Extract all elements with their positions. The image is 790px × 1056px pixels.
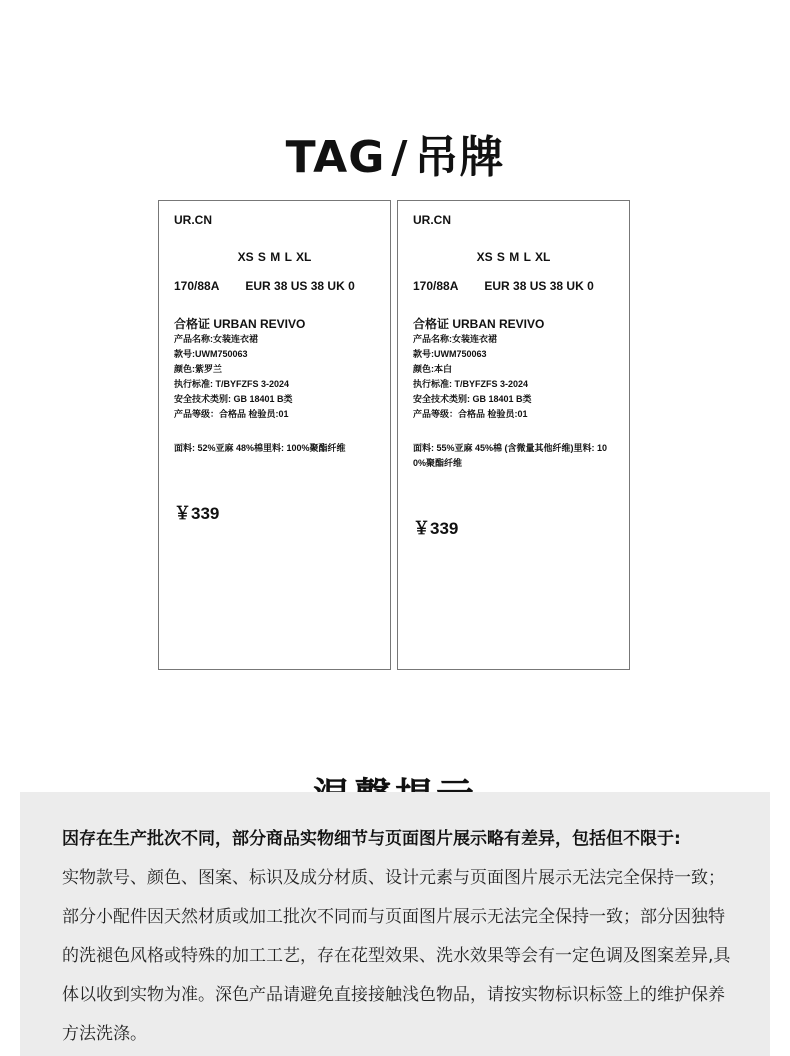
- tag-details: [174, 332, 293, 422]
- tag-detail-product-name: 产品名称:女装连衣裙: [413, 334, 497, 344]
- tag-price: ￥339: [174, 504, 220, 523]
- tag-spec-body-size: 170/88A: [413, 279, 459, 293]
- tag-detail-safety-category: 安全技术类别: GB 18401 B类: [413, 394, 532, 404]
- tag-price: ￥339: [413, 519, 459, 538]
- tag-title-cn: 吊牌: [414, 132, 505, 184]
- tag-detail-grade: 产品等级：合格品 检验员:01: [413, 409, 528, 419]
- tag-certificate: 合格证 URBAN REVIVO: [413, 317, 545, 331]
- tag-detail-style-number: 款号:UWM750063: [413, 349, 487, 359]
- hang-tag-natural-white: [397, 200, 630, 670]
- tag-detail-color: 颜色:本白: [413, 364, 452, 374]
- tag-fabric: 面料: 55%亚麻 45%棉 (含微量其他纤维)里料: 100%聚酯纤维: [413, 443, 608, 468]
- tips-body: 实物款号、颜色、图案、标识及成分材质、设计元素与页面图片展示无法完全保持一致；部分小配件因天然材质或加工批次不同而与页面图片展示无法完全保持一致；部分因独特的洗褪色风格或特殊的加工工艺，存在花型效果、洗水效果等会有一定色调及图案差异,具体以收到实物为准。深色产品请避免直接接触浅色物品，请按实物标识标签上的维护保养方法洗涤。: [62, 868, 731, 1044]
- tag-detail-product-name: 产品名称:女装连衣裙: [174, 334, 258, 344]
- tag-detail-style-number: 款号:UWM750063: [174, 349, 248, 359]
- hang-tag-violet: [158, 200, 391, 670]
- tag-detail-safety-category: 安全技术类别: GB 18401 B类: [174, 394, 293, 404]
- tag-title-slash: /: [391, 132, 409, 184]
- tag-fabric: 面料: 52%亚麻 48%棉里料: 100%聚酯纤维: [174, 443, 346, 453]
- tag-brand: UR.CN: [413, 213, 451, 227]
- tag-spec-row: [174, 279, 355, 293]
- tag-spec-body-size: 170/88A: [174, 279, 220, 293]
- tag-details: [413, 332, 532, 422]
- tag-size-list: XS S M L XL: [237, 250, 312, 264]
- tag-detail-standard: 执行标准: T/BYFZFS 3-2024: [174, 379, 290, 389]
- tag-certificate: 合格证 URBAN REVIVO: [174, 317, 306, 331]
- tag-spec-intl-size: EUR 38 US 38 UK 0: [245, 279, 355, 293]
- tag-brand: UR.CN: [174, 213, 212, 227]
- tag-section-title: [0, 121, 790, 185]
- tips-lead: 因存在生产批次不同，部分商品实物细节与页面图片展示略有差异，包括但不限于:: [62, 829, 681, 849]
- tips-panel: [20, 792, 770, 1056]
- tag-spec-intl-size: EUR 38 US 38 UK 0: [484, 279, 594, 293]
- tag-size-list: XS S M L XL: [476, 250, 551, 264]
- tag-detail-grade: 产品等级：合格品 检验员:01: [174, 409, 289, 419]
- tag-detail-color: 颜色:紫罗兰: [174, 364, 222, 374]
- tag-detail-standard: 执行标准: T/BYFZFS 3-2024: [413, 379, 529, 389]
- tips-text: [62, 820, 734, 1054]
- tag-spec-row: [413, 279, 594, 293]
- tag-title-en: TAG: [285, 132, 386, 184]
